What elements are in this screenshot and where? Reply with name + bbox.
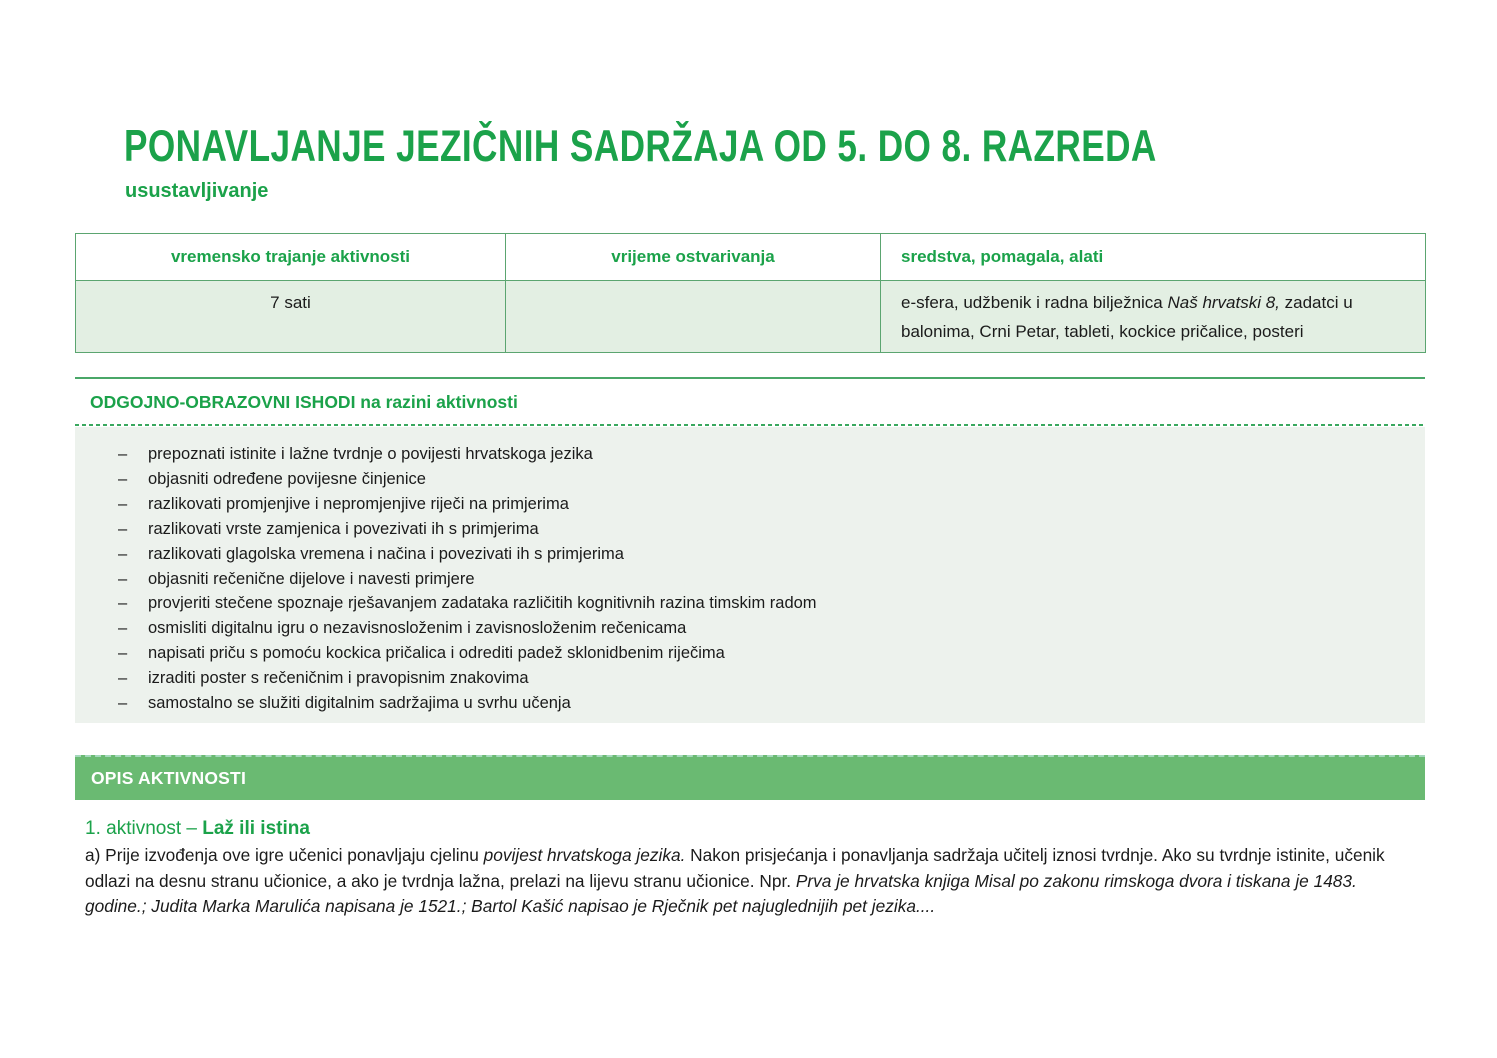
activity-1-desc-italic1: povijest hrvatskoga jezika. — [483, 845, 686, 865]
outcomes-box — [75, 427, 1425, 723]
resources-text-part1: e-sfera, udžbenik i radna bilježnica — [901, 293, 1168, 312]
section-divider-dashed — [75, 424, 1425, 426]
dash-bullet: – — [118, 594, 128, 613]
outcomes-list — [75, 427, 1425, 716]
outcome-text: osmisliti digitalnu igru o nezavisnosloženim i zavisnosloženim rečenicama — [148, 619, 687, 638]
outcome-item — [118, 591, 1405, 616]
dash-bullet: – — [118, 469, 128, 488]
outcome-text: objasniti rečenične dijelove i navesti primjere — [148, 569, 475, 588]
section-divider-solid — [75, 377, 1425, 379]
activity-1-description — [85, 843, 1417, 920]
dash-bullet: – — [118, 544, 128, 563]
outcome-text: prepoznati istinite i lažne tvrdnje o povijesti hrvatskoga jezika — [148, 445, 593, 463]
activity-1-desc-italic2: Prva je hrvatska knjiga Misal po zakonu rimskoga dvora i tiskana je 1483. godine.; Judita Marka Marulića napisana je 1521.; Bartol Kašić napisao je Rječnik pet najuglednijih pet jezika.... — [85, 870, 1357, 916]
outcome-item — [118, 542, 1405, 567]
activity-1-desc-part1: a) Prije izvođenja ove igre učenici ponavljaju cjelinu — [85, 845, 484, 865]
activities-section-banner — [75, 755, 1425, 800]
dash-bullet: – — [118, 619, 128, 638]
dash-bullet: – — [118, 519, 128, 538]
column-header-time: vrijeme ostvarivanja — [506, 234, 881, 281]
table-row — [76, 281, 1426, 353]
outcome-item — [118, 492, 1405, 517]
outcome-text: razlikovati vrste zamjenica i povezivati ih s primjerima — [148, 519, 539, 538]
outcome-text: razlikovati glagolska vremena i načina i povezivati ih s primjerima — [148, 544, 624, 563]
outcome-item — [118, 517, 1405, 542]
dash-bullet: – — [118, 445, 128, 463]
duration-cell: 7 sati — [76, 281, 506, 353]
activity-1-name: Laž ili istina — [202, 818, 310, 839]
outcome-text: napisati priču s pomoću kockica pričalica i odrediti padež sklonidbenim riječima — [148, 644, 725, 663]
outcome-item — [118, 641, 1405, 666]
dash-bullet: – — [118, 694, 128, 713]
dash-bullet: – — [118, 669, 128, 688]
dash-bullet: – — [118, 644, 128, 663]
time-cell — [506, 281, 881, 353]
outcome-text: izraditi poster s rečeničnim i pravopisnim znakovima — [148, 669, 529, 688]
outcome-item — [118, 691, 1405, 716]
dash-bullet: – — [118, 494, 128, 513]
resources-cell — [881, 281, 1426, 353]
page-title: PONAVLJANJE JEZIČNIH SADRŽAJA OD 5. DO 8. RAZREDA — [124, 121, 1157, 171]
table-header-row — [76, 234, 1426, 281]
outcome-item — [118, 616, 1405, 641]
column-header-resources: sredstva, pomagala, alati — [881, 234, 1426, 281]
activity-1-desc-part2: Nakon prisjećanja i ponavljanja sadržaja učitelj iznosi tvrdnje. Ako su tvrdnje istinite, učenik odlazi na desnu stranu učionice, a ako je tvrdnja lažna, prelazi na lijevu stranu učionice. Npr. — [85, 845, 1385, 891]
outcome-item — [118, 666, 1405, 691]
activities-banner-label: OPIS AKTIVNOSTI — [91, 768, 247, 788]
page-subtitle: usustavljivanje — [125, 180, 269, 202]
outcome-item — [118, 442, 1405, 467]
outcome-item — [118, 467, 1405, 492]
outcome-text: objasniti određene povijesne činjenice — [148, 469, 426, 488]
dash-bullet: – — [118, 569, 128, 588]
outcome-text: samostalno se služiti digitalnim sadržajima u svrhu učenja — [148, 694, 571, 713]
activity-info-table — [75, 233, 1426, 353]
column-header-duration: vremensko trajanje aktivnosti — [76, 234, 506, 281]
activity-1-label: 1. aktivnost – — [85, 818, 203, 839]
outcome-item — [118, 567, 1405, 592]
resources-text-part2: zadatci u balonima, Crni Petar, tableti, kockice pričalice, posteri — [901, 293, 1353, 341]
outcomes-section-heading: ODGOJNO-OBRAZOVNI ISHODI na razini aktivnosti — [90, 392, 518, 412]
outcome-text: provjeriti stečene spoznaje rješavanjem zadataka različitih kognitivnih razina timskim radom — [148, 594, 817, 613]
activity-1-title — [85, 818, 310, 840]
resources-text-italic: Naš hrvatski 8, — [1167, 293, 1280, 312]
outcome-text: razlikovati promjenjive i nepromjenjive riječi na primjerima — [148, 494, 569, 513]
